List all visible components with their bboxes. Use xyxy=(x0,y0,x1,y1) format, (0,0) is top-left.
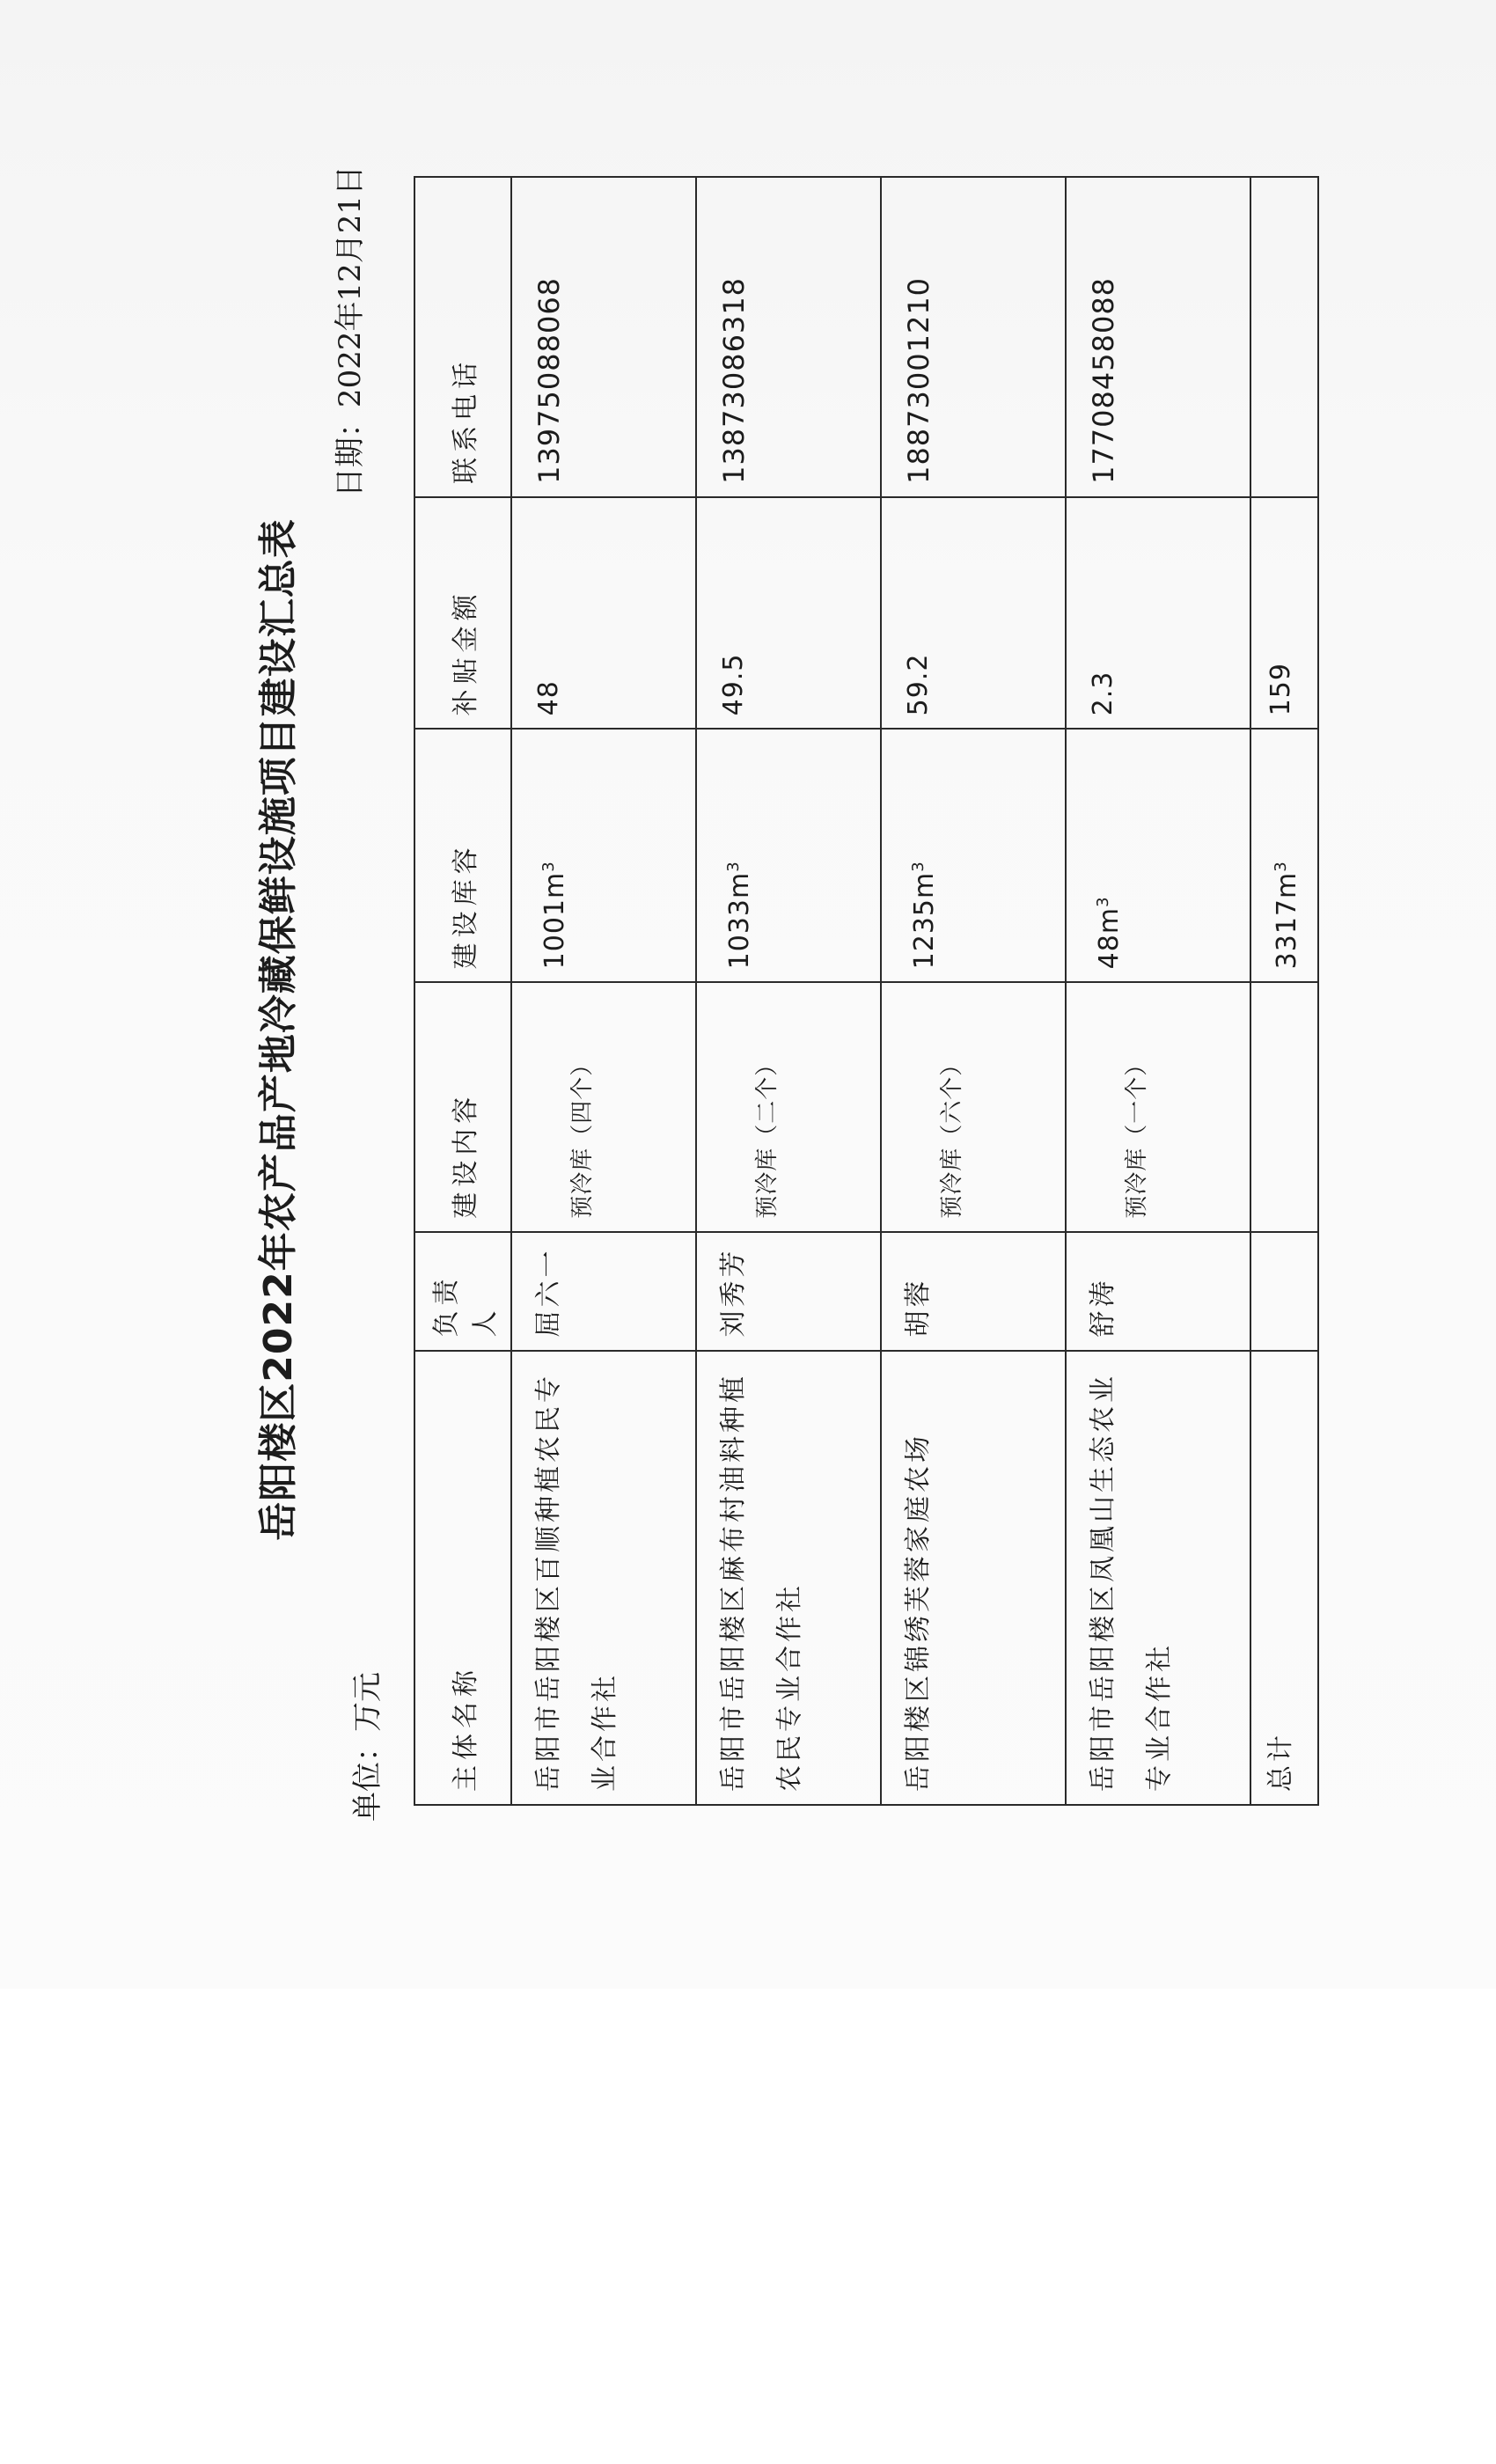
summary-table xyxy=(414,176,1319,1806)
cell-content: 预冷库（六个） xyxy=(881,982,1066,1231)
cell-capacity xyxy=(881,729,1066,982)
capacity-exponent: 3 xyxy=(1094,896,1112,907)
capacity-value: 48m xyxy=(1094,906,1125,970)
cell-phone: 13975088068 xyxy=(511,177,696,497)
capacity-value: 1001m xyxy=(539,871,570,970)
header-person: 负责人 xyxy=(414,1232,511,1351)
cell-capacity xyxy=(1066,729,1250,982)
total-capacity xyxy=(1250,729,1318,982)
cell-phone: 13873086318 xyxy=(696,177,881,497)
cell-person: 屈六一 xyxy=(511,1232,696,1351)
cell-entity: 岳阳市岳阳楼区麻布村油料种植农民专业合作社 xyxy=(696,1351,881,1805)
header-row xyxy=(414,177,511,1805)
cell-capacity xyxy=(696,729,881,982)
table-row xyxy=(881,177,1066,1805)
table-row xyxy=(696,177,881,1805)
cell-subsidy: 49.5 xyxy=(696,497,881,729)
cell-phone: 18873001210 xyxy=(881,177,1066,497)
cell-phone: 17708458088 xyxy=(1066,177,1250,497)
unit-label: 单位：万元 xyxy=(350,1672,385,1822)
total-row xyxy=(1250,177,1318,1805)
cell-entity: 岳阳市岳阳楼区百顺种植农民专业合作社 xyxy=(511,1351,696,1805)
cell-capacity xyxy=(511,729,696,982)
header-capacity: 建设库容 xyxy=(414,729,511,982)
cell-entity: 岳阳市岳阳楼区凤凰山生态农业专业合作社 xyxy=(1066,1351,1250,1805)
header-subsidy: 补贴金额 xyxy=(414,497,511,729)
capacity-exponent: 3 xyxy=(539,861,558,872)
total-subsidy: 159 xyxy=(1250,497,1318,729)
total-label: 总计 xyxy=(1250,1351,1318,1805)
table-header xyxy=(414,177,511,1805)
header-phone: 联系电话 xyxy=(414,177,511,497)
total-capacity-exponent: 3 xyxy=(1272,861,1290,872)
capacity-value: 1033m xyxy=(724,871,755,970)
cell-subsidy: 48 xyxy=(511,497,696,729)
total-content-empty xyxy=(1250,982,1318,1231)
cell-person: 胡蓉 xyxy=(881,1232,1066,1351)
cell-content: 预冷库（一个） xyxy=(1066,982,1250,1231)
total-phone-empty xyxy=(1250,177,1318,497)
table-row xyxy=(511,177,696,1805)
cell-subsidy: 2.3 xyxy=(1066,497,1250,729)
date-label: 日期：2022年12月21日 xyxy=(333,165,368,498)
document-body xyxy=(176,150,1302,1910)
rotated-document xyxy=(176,150,1302,1910)
table-body xyxy=(511,177,1318,1805)
cell-person: 刘秀芳 xyxy=(696,1232,881,1351)
capacity-exponent: 3 xyxy=(909,861,928,872)
cell-entity: 岳阳楼区锦绣芙蓉家庭农场 xyxy=(881,1351,1066,1805)
table-row xyxy=(1066,177,1250,1805)
cell-content: 预冷库（二个） xyxy=(696,982,881,1231)
capacity-exponent: 3 xyxy=(724,861,743,872)
document-title: 岳阳楼区2022年农产品产地冷藏保鲜设施项目建设汇总表 xyxy=(256,518,301,1541)
total-capacity-value: 3317m xyxy=(1272,871,1302,970)
capacity-value: 1235m xyxy=(909,871,940,970)
total-person-empty xyxy=(1250,1232,1318,1351)
header-entity: 主体名称 xyxy=(414,1351,511,1805)
cell-content: 预冷库（四个） xyxy=(511,982,696,1231)
cell-person: 舒涛 xyxy=(1066,1232,1250,1351)
header-content: 建设内容 xyxy=(414,982,511,1231)
cell-subsidy: 59.2 xyxy=(881,497,1066,729)
